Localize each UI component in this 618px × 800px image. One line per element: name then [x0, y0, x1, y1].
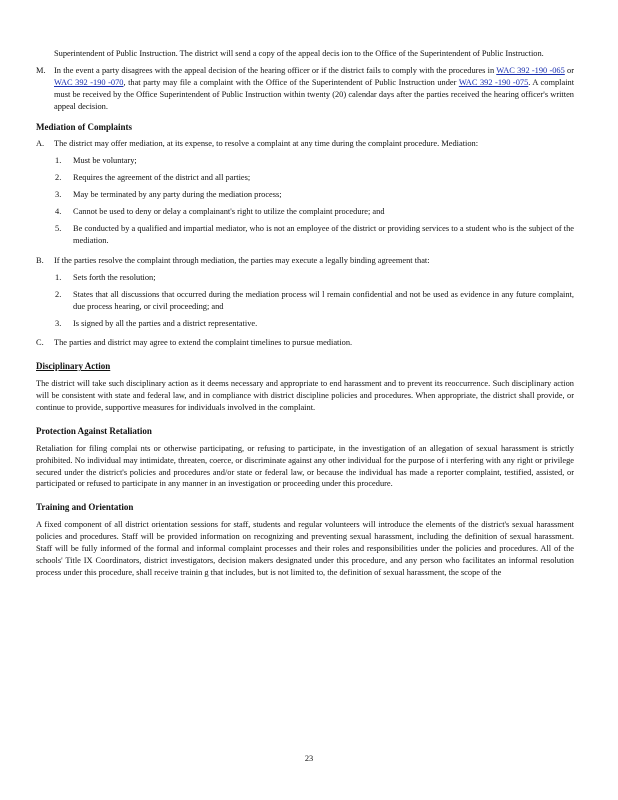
item-m-letter: M. — [36, 65, 46, 75]
list-text: Cannot be used to deny or delay a complainant's right to utilize the complaint procedure; and — [73, 207, 385, 217]
list-text: Requires the agreement of the district and all parties; — [73, 173, 251, 183]
wac-075-link[interactable]: WAC 392 -190 -075 — [458, 77, 529, 87]
wac-065-link[interactable]: WAC 392 -190 -065 — [496, 65, 565, 75]
mediation-heading: Mediation of Complaints — [36, 121, 133, 132]
disciplinary-paragraph: The district will take such disciplinary action as it deems necessary and appropriate to end harassment and to prevent its reoccurrence. Such disciplinary action will be consistent with state and federal law, and in compliance with district discipline policies and procedures. When appropriate, the district shall provide, or continue to provide, supportive measures for individuals involved in the complaint. — [36, 379, 574, 412]
list-number: 1. — [55, 272, 62, 282]
list-number: 1. — [55, 156, 62, 166]
list-number: 2. — [55, 289, 62, 299]
item-m-text-3: , that party may file a complaint with the Office of the Superintendent of Public Instruction under — [123, 77, 459, 87]
list-text: Sets forth the resolution; — [73, 272, 156, 282]
mediation-item-b — [36, 255, 574, 267]
mediation-a-letter: A. — [36, 139, 45, 149]
item-m-text-1: In the event a party disagrees with the appeal decision of the hearing officer or if the district fails to comply with the procedures in — [54, 65, 497, 75]
list-text: May be terminated by any party during the mediation process; — [73, 190, 282, 200]
mediation-a-item-5 — [36, 223, 574, 247]
list-text: States that all discussions that occurred during the mediation process wil l remain confidential and not be used as evidence in any future complaint, due process hearing, or civil proceeding; and — [73, 289, 574, 311]
item-m-text-4: . A complaint must be received by the Office Superintendent of Public Instruction within twenty (20) calendar days after the parties received the hearing officer's written appeal decision. — [54, 77, 575, 111]
mediation-a-item-1 — [36, 155, 574, 167]
mediation-b-item-1 — [36, 272, 574, 284]
continued-line-1: Superintendent of Public Instruction. The district will send a copy of the appeal decis ion to the Office of the — [54, 49, 418, 58]
mediation-b-letter: B. — [36, 255, 44, 265]
mediation-item-a — [36, 138, 574, 150]
list-text: Is signed by all the parties and a district representative. — [73, 318, 258, 328]
mediation-a-item-2 — [36, 172, 574, 184]
list-number: 2. — [55, 173, 62, 183]
list-text: Must be voluntary; — [73, 156, 137, 166]
protection-paragraph: Retaliation for filing complai nts or otherwise participating, or refusing to participate, in the investigation of an allegation of sexual harassment is strictly prohibited. No individual may intimidate, threaten, coerce, or discriminate against any other individual for the purpose of i nterfering with any right or privilege secured under the district's policies and procedures and/or state or federal law, or because the individual has made a reporter complaint, testified, assisted, or participated or refused to participate in any manner in an investigation or proceeding under this procedure. — [36, 443, 574, 489]
training-heading: Training and Orientation — [36, 502, 134, 513]
mediation-a-text: The district may offer mediation, at its expense, to resolve a complaint at any time during the complaint procedure. Mediation: — [54, 139, 479, 149]
mediation-b-item-3 — [36, 318, 574, 330]
mediation-a-item-3 — [36, 189, 574, 201]
training-paragraph: A fixed component of all district orientation sessions for staff, students and regular volunteers will introduce the elements of the district's sexual harassment policies and procedures. Staff will be provided information on recognizing and preventing sexual harassment, including the definition of sexual harassment. Staff will be fully informed of the formal and informal complaint processes and their roles and responsibilities under the policies and procedures. All of the schools' Title IX Coordinators, district investigators, decision makers designated under this procedure, and any person who facilitates an informal resolution process under this procedure, shall receive trainin g that includes, but is not limited to, the definition of sexual harassment, the scope of the — [36, 520, 574, 577]
mediation-a-item-4 — [36, 206, 574, 218]
continued-line-2: Superintendent of Public Instruction. — [420, 49, 544, 58]
disciplinary-heading: Disciplinary Action — [36, 361, 111, 372]
continued-paragraph — [36, 48, 574, 60]
mediation-item-c — [36, 337, 574, 349]
protection-heading: Protection Against Retaliation — [36, 425, 152, 436]
page-number: 23 — [304, 754, 314, 763]
list-text: Be conducted by a qualified and impartial mediator, who is not an employee of the district or providing services to a student who is the subject of the mediation. — [73, 223, 574, 245]
list-number: 5. — [55, 223, 62, 233]
item-m-text-2: or — [564, 65, 574, 75]
document-page — [36, 48, 574, 579]
list-number: 3. — [55, 318, 62, 328]
item-m — [36, 65, 574, 113]
mediation-b-item-2 — [36, 289, 574, 313]
mediation-c-letter: C. — [36, 338, 44, 348]
wac-070-link[interactable]: WAC 392 -190 -070 — [54, 77, 124, 87]
mediation-b-text: If the parties resolve the complaint through mediation, the parties may execute a legally binding agreement that: — [54, 255, 430, 265]
mediation-c-text: The parties and district may agree to extend the complaint timelines to pursue mediation. — [54, 338, 353, 348]
list-number: 3. — [55, 190, 62, 200]
list-number: 4. — [55, 207, 62, 217]
